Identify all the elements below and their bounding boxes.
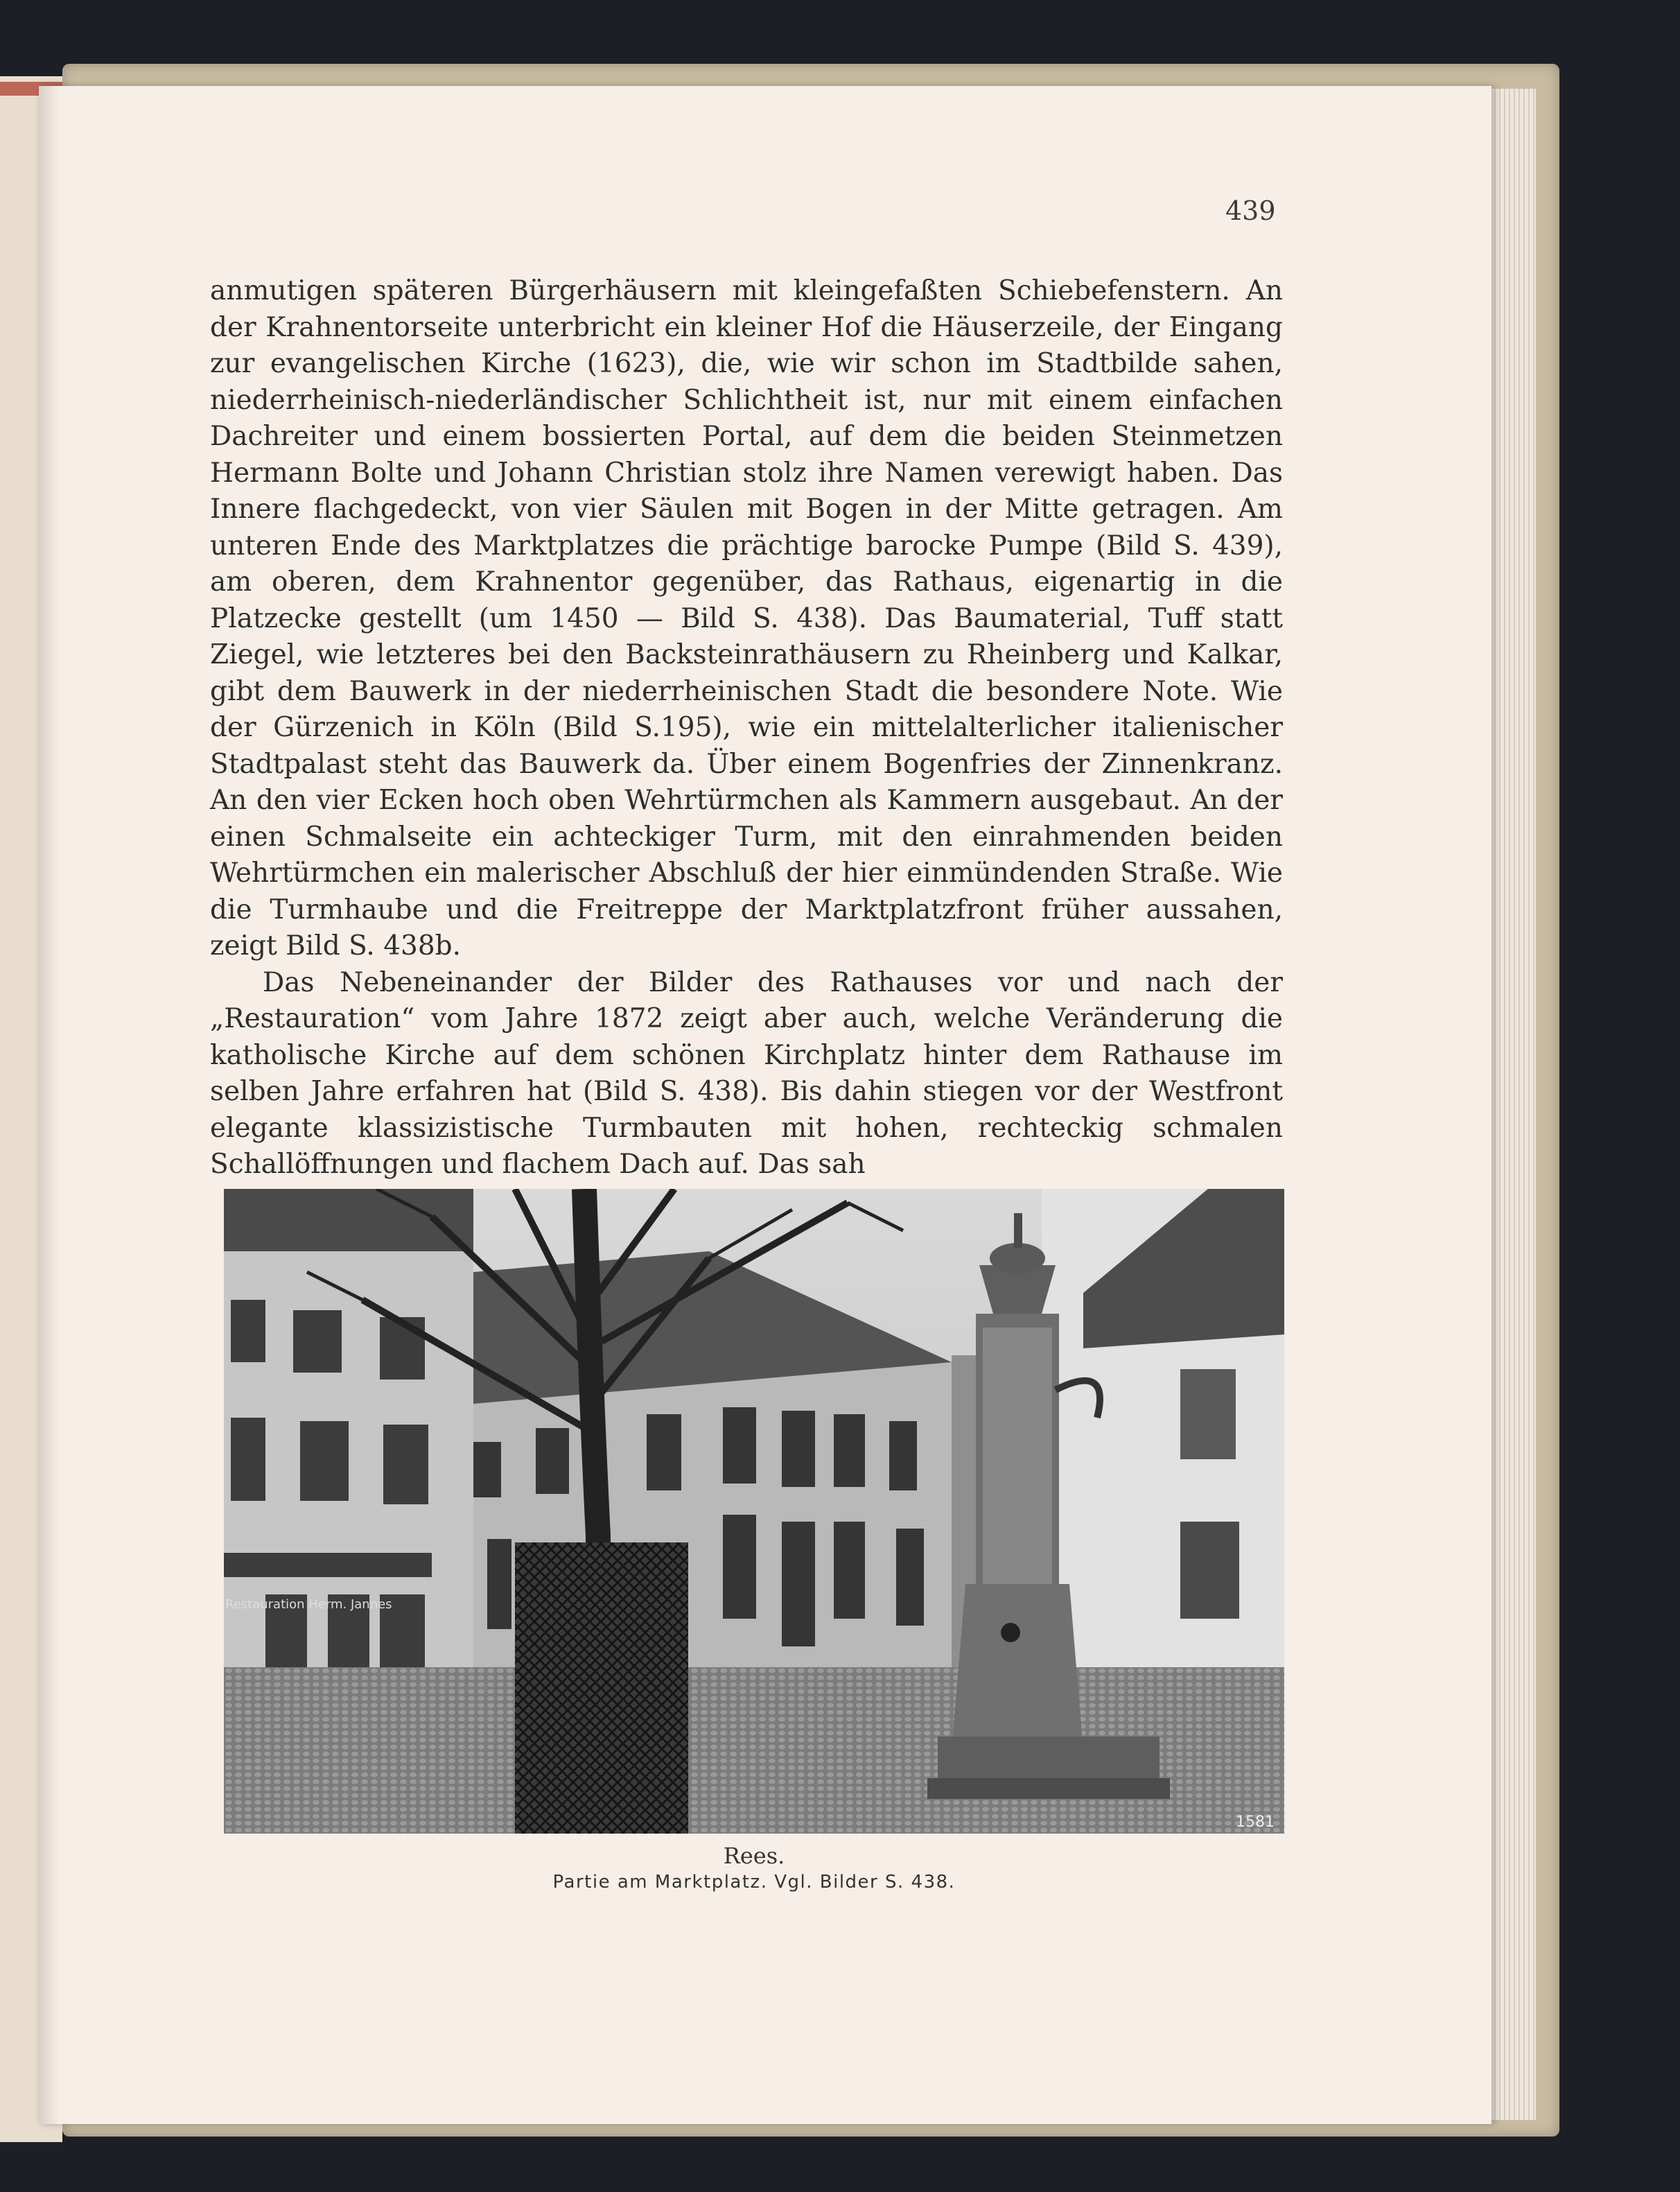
paragraph-2: Das Nebeneinander der Bilder des Rathauses vor und nach der „Restauration“ vom Jahre 1872 zeigt aber auch, welche Veränderung die katholische Kirche auf dem schönen Kirchplatz hinter dem Rathause im selben Jahre erfahren hat (Bild S. 438). Bis dahin stiegen vor der Westfront elegante klassizistische Turmbauten mit hohen, rechteckig schmalen Schallöffnungen und flachem Dach auf. Das sah [210,966,1283,1180]
body-text [210,273,1283,1183]
page-number: 439 [1225,195,1276,226]
figure-caption-title: Rees. [723,1843,785,1869]
shop-sign: Restauration Herm. Jannes [225,1597,392,1612]
tree-guard [515,1542,688,1834]
figure-caption-subtitle: Partie am Marktplatz. Vgl. Bilder S. 438. [552,1872,956,1893]
plate-mark: 1581 [1236,1813,1275,1831]
marketplace-photo [224,1189,1284,1834]
paragraph-1: anmutigen späteren Bürgerhäusern mit kleingefaßten Schiebefenstern. An der Krahnentorseite unterbricht ein kleiner Hof die Häuserzeile, der Eingang zur evangelischen Kirche (1623), die, wie wir schon im Stadtbilde sahen, niederrheinisch-niederländischer Schlichtheit ist, nur mit einem einfachen Dachreiter und einem bossierten Portal, auf dem die beiden Steinmetzen Hermann Bolte und Johann Christian stolz ihre Namen verewigt haben. Das Innere flachgedeckt, von vier Säulen mit Bogen in der Mitte getragen. Am unteren Ende des Marktplatzes die prächtige barocke Pumpe (Bild S. 439), am oberen, dem Krahnentor gegenüber, das Rathaus, eigenartig in die Platzecke gestellt (um 1450 — Bild S. 438). Das Baumaterial, Tuff statt Ziegel, wie letzteres bei den Backsteinrathäusern zu Rheinberg und Kalkar, gibt dem Bauwerk in der niederrheinischen Stadt die besondere Note. Wie der Gürzenich in Köln (Bild S.195), wie ein mittelalterlicher italienischer Stadtpalast steht das Bauwerk da. Über einem Bogenfries der Zinnenkranz. An den vier Ecken hoch oben Wehrtürmchen als Kammern ausgebaut. An der einen Schmalseite ein achteckiger Turm, mit den einrahmenden beiden Wehrtürmchen ein malerischer Abschluß der hier einmündenden Straße. Wie die Turmhaube und die Freitreppe der Marktplatzfront früher aussahen, zeigt Bild S. 438b. [210,275,1283,962]
page-gutter [39,86,60,2124]
